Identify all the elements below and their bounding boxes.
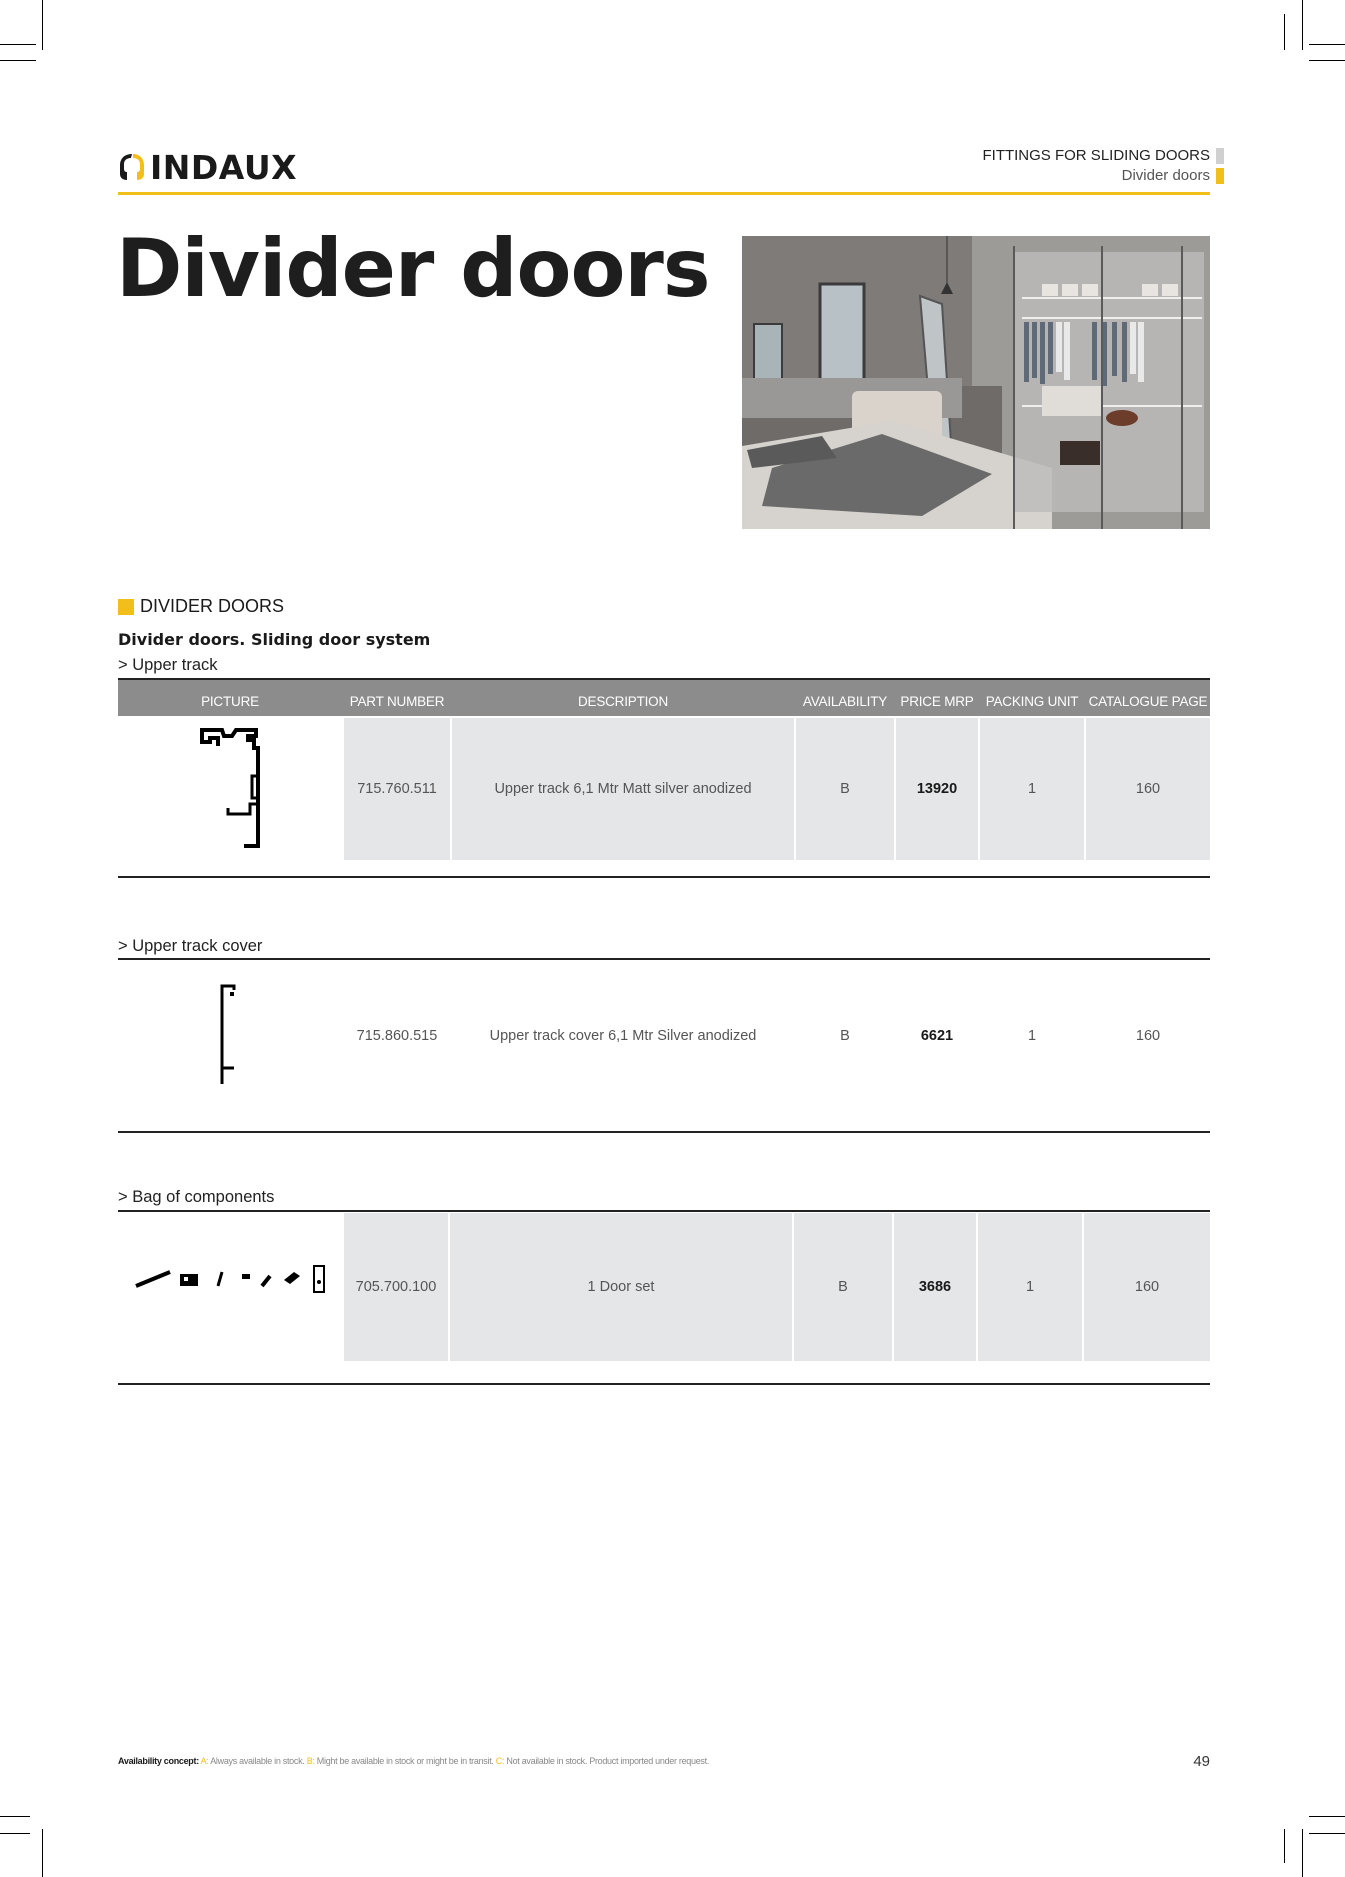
legend-a-key: A: (200, 1756, 209, 1766)
cell-packing-unit: 1 (978, 1213, 1082, 1361)
group-label-upper-track-cover: > Upper track cover (118, 937, 263, 955)
logo-mark-icon (118, 152, 146, 182)
col-part-number: PART NUMBER (349, 694, 445, 709)
track-cover-profile-icon (216, 982, 244, 1086)
cell-part-number: 705.700.100 (344, 1213, 448, 1361)
components-bag-icon (134, 1262, 328, 1294)
group-top-rule (118, 1210, 1210, 1212)
crop-mark (1284, 14, 1285, 50)
group-label-upper-track: > Upper track (118, 656, 218, 674)
cell-price: 3686 (894, 1213, 976, 1361)
crop-mark (1309, 1833, 1345, 1834)
header-rule (118, 192, 1210, 195)
col-availability: AVAILABILITY (802, 694, 888, 709)
cell-description: 1 Door set (450, 1213, 792, 1361)
running-header (982, 146, 1210, 186)
legend-b-text: Might be available in stock or might be in transit. (316, 1756, 494, 1766)
cell-availability: B (796, 718, 894, 860)
upper-track-profile-icon (198, 726, 262, 848)
crop-mark (1284, 1829, 1285, 1863)
col-packing-unit: PACKING UNIT (985, 694, 1079, 709)
section-marker (118, 599, 134, 615)
legend-c-key: C: (495, 1756, 505, 1766)
page-number: 49 (1193, 1753, 1210, 1770)
crop-mark (42, 1829, 43, 1877)
section-label: DIVIDER DOORS (140, 596, 285, 616)
cell-catalogue-page: 160 (1086, 718, 1210, 860)
header-marker-gray (1216, 148, 1224, 164)
group-bottom-rule (118, 1131, 1210, 1133)
cell-part-number: 715.760.511 (344, 718, 450, 860)
legend-b-key: B: (306, 1756, 315, 1766)
legend-c-text: Not available in stock. Product imported under request. (506, 1756, 710, 1766)
page-title: Divider doors (116, 222, 710, 315)
group-top-rule (118, 958, 1210, 960)
brand-logo (118, 147, 298, 187)
section-subtitle: Divider doors. Sliding door system (118, 630, 431, 649)
cell-description: Upper track 6,1 Mtr Matt silver anodized (452, 718, 794, 860)
cell-description: Upper track cover 6,1 Mtr Silver anodized (489, 1028, 757, 1044)
group-label-bag-of-components: > Bag of components (118, 1188, 275, 1206)
cell-price: 13920 (896, 718, 978, 860)
cell-catalogue-page: 160 (1084, 1213, 1210, 1361)
crop-mark (42, 0, 43, 50)
legend-label: Availability concept: (118, 1756, 199, 1766)
col-catalogue-page: CATALOGUE PAGE (1088, 694, 1208, 709)
cell-packing-unit: 1 (1027, 1028, 1037, 1044)
cell-availability: B (840, 1028, 850, 1044)
availability-legend (118, 1756, 709, 1766)
cell-price: 6621 (920, 1028, 954, 1044)
cell-availability: B (794, 1213, 892, 1361)
crop-mark (0, 1833, 30, 1834)
crop-mark (1309, 1816, 1345, 1817)
crop-mark (1309, 44, 1345, 45)
bedroom-photo (742, 236, 1210, 529)
crop-mark (0, 44, 36, 45)
table-header (118, 680, 1210, 716)
crop-mark (1302, 1829, 1303, 1877)
header-marker-yellow (1216, 168, 1224, 184)
cell-part-number: 715.860.515 (356, 1028, 438, 1044)
header-subcategory: Divider doors (1121, 167, 1210, 184)
header-category: FITTINGS FOR SLIDING DOORS (982, 147, 1210, 164)
crop-mark (1302, 0, 1303, 50)
legend-a-text: Always available in stock. (210, 1756, 305, 1766)
group-bottom-rule (118, 876, 1210, 878)
logo-text: INDAUX (150, 147, 298, 187)
crop-mark (0, 1816, 30, 1817)
cell-catalogue-page: 160 (1135, 1028, 1161, 1044)
crop-mark (1309, 60, 1345, 61)
col-picture: PICTURE (201, 694, 259, 709)
crop-mark (0, 60, 36, 61)
section-heading (118, 596, 284, 617)
col-description: DESCRIPTION (577, 694, 669, 709)
cell-packing-unit: 1 (980, 718, 1084, 860)
col-price: PRICE MRP (900, 694, 974, 709)
group-bottom-rule (118, 1383, 1210, 1385)
